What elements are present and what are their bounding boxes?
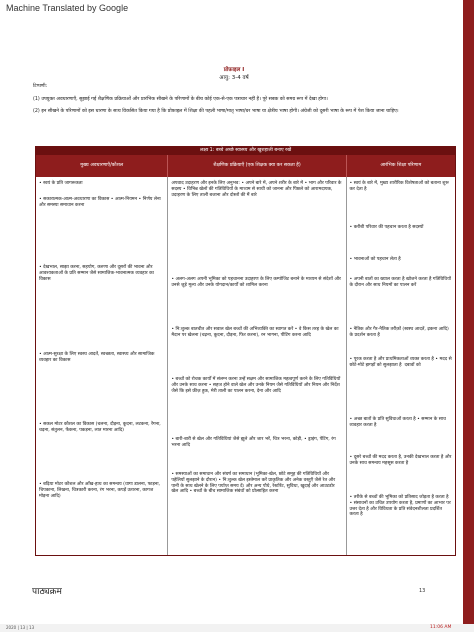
list-item: • करीबी परिवार की पहचान करता है सदस्यों bbox=[349, 225, 424, 230]
page-header bbox=[14, 66, 454, 82]
curriculum-table bbox=[35, 146, 456, 556]
list-item: • पूरक करता है और प्राथमिकताओं व्यक्त करता है • मदद से छोटे-मोटे झगड़ों को सुलझाता है ‌ दबावों को bbox=[349, 357, 452, 368]
header-outcomes: आरंभिक शिक्षा परिणाम bbox=[380, 163, 422, 168]
notes-heading: टिप्पणी: bbox=[33, 84, 48, 89]
list-item: • अच्छ बातों के प्रति सुविधाओं करता है • सम्मान के साथ व्यवहार करता है bbox=[349, 417, 446, 428]
list-item: • दूसरे बच्चों की मदद करता है, उनकी देखभाल करता है और उनके साथ समन्वय महसूस करता है bbox=[349, 455, 452, 466]
list-item: • बच्चों को रोचक कार्यों में संलग्न करना उन्हें सक्षम और सामाजिक महत्वपूर्ण करने के लिए गतिविधियों और उनके साथ करना • सहज होने वाले खेल और उनके नियम जैसे गतिविधियों और नियम और निर्देश जैसे कि इसे फ्रीज़ हुक, मेरी ताली का पालन करना, देना और आदि bbox=[171, 377, 341, 394]
page-number: 13 bbox=[419, 588, 426, 594]
list-item: • अपनी बातों का ख्याल करता है खोजने करता है गतिविधियों के दौरान और साथ नियमों का पालन करें bbox=[349, 277, 451, 288]
table-body bbox=[36, 177, 455, 555]
note-1: (1) उपयुक्त अवधारणाएँ, सुझाई गई शैक्षणिक प्रक्रियाओं और प्रारंभिक सीखने के परिणामों के बीच कोई एक-से-एक पत्राचार नहीं है। पूरे सबक को समग्र रूप में देखा होगा। bbox=[33, 96, 328, 102]
concepts-column bbox=[36, 177, 168, 555]
list-item: • भावनाओं को पहचान लेता है bbox=[349, 257, 401, 262]
file-label: 2020 | 13 | 13 bbox=[6, 625, 35, 630]
list-item: • नैतिक और गैर-नैतिक तरीक़ों (स्वस्थ आदतें, ढ़कना आदि) के प्रदर्शन करता है bbox=[349, 327, 449, 338]
list-item: • बढ़िया मोटर कौशल और आँख-हाथ का समन्वय (धागा डालना, फाड़ना, चिपकाना, लिखना, चित्रकारी करना, रंग भरना, कपड़ें उतारना, कागज मोड़ना आदि) bbox=[39, 482, 161, 499]
list-item: • सकल मोटर कौशल का विकास (चलना, दौड़ना, कूदना, लटकना, रेंगना, चढ़ना, संतुलन, फेंकना, पकड़ना, लात मारना आदि) bbox=[39, 422, 161, 433]
note-2: (2) इन सीखने के परिणामों को इस धारणा के साथ विकसित किया गया है कि प्रोफ़ाइल में शिक्षा की पहली भाषा/मातृ भाषा/घर भाषा या क्षेत्रीय भाषा होगी। अंग्रेजी को दूसरी भाषा के रूप में पेश किया जाना चाहिए। bbox=[33, 109, 399, 114]
list-item: • अलग-अलग अपनी भूमिका को पहचानना उदाहरण के लिए कम्पोजिट बनाने के माध्यम से संदेशों और उनसे जुड़े मूल्य और उनके योगदान/कार्यों को शामिल करना bbox=[171, 277, 341, 288]
table-header bbox=[36, 155, 455, 177]
processes-column bbox=[168, 177, 346, 555]
header-concepts: मुख्य अवधारणाएँ/कौशल bbox=[36, 155, 168, 177]
notes-block bbox=[33, 84, 453, 122]
side-accent-bar bbox=[463, 0, 474, 632]
list-item: • आत्म-सुरक्षा के लिए स्वस्थ आदतें, स्वच्छता, स्वास्थ्य और सामाजिक व्यवहार का विकास bbox=[39, 352, 155, 363]
outcomes-column bbox=[347, 177, 455, 555]
list-item: • स्वयं के प्रति जागरूकता bbox=[39, 181, 83, 186]
age-label: आयु: 3-4 वर्ष bbox=[219, 75, 249, 81]
list-item: • स्वयं के बारे में, मुख्य शारीरिक विशेषताओं को बताना शुरू कर देता है bbox=[349, 181, 449, 192]
bottom-status-strip bbox=[0, 624, 474, 632]
list-item: • तरीके से बच्चों की भूमिका को प्रतिसाद जोड़ता है करता है • संसाधनों का उचित उपयोग करता है, प्रमाणों का आभार पर उत्तर देता है और विविधता के प्रति संवेदनशीलता प्रदर्शित करता है bbox=[349, 495, 451, 518]
machine-translated-label: Machine Translated by Google bbox=[6, 3, 129, 13]
header-processes: शैक्षणिक प्रक्रियाएँ (एक शिक्षक क्या कर सकता है) bbox=[168, 155, 346, 177]
list-item: • नि:शुल्क बातचीत और सवाल खेल बच्चों की अभिव्यक्ति का स्वागत करें • वे किस तरह के खेल का मैदान पर खेलना (चढ़ना, कूदना, दौड़ना, फिर करना), रन भागना, पीटिंग करना आदि bbox=[171, 327, 339, 338]
document-page bbox=[14, 18, 454, 618]
section-title: प्रोफ़ाइल I bbox=[223, 67, 245, 73]
footer-title: पाठ्यक्रम bbox=[32, 586, 62, 596]
table-caption: लक्ष्य 1: बच्चे अच्छे स्वास्थ्य और खुशहाली बनाए रखें bbox=[36, 147, 455, 155]
list-item: • देखभाल, साझा करना, सहयोग, करुणा और दूसरों की भावना और आवश्यकताओं के प्रति सम्मान जैसे सामाजिक-भावनात्मक व्यवहार का विकास bbox=[39, 265, 154, 282]
list-item: अपवाद उदाहरण और इनके लिए अनुभव: • अपने बारे में, अपने शरीर के बारे में • भाग और परिवार के सदस्य • विभिन्न खेलों की गतिविधियों के माध्यम से साथी को जानना और पिछले को आरामदायक, उदाहरण के लिए ताली बजाना और दोस्तों की मैं बारे bbox=[171, 181, 342, 198]
list-item: • समस्याओं का समाधान और संघर्ष का समाधान (भूमिका-खेल, छोटे समूह की गतिविधियों और पहेलियों सुलझाने के दौरान) • नि:शुल्क खेल इस्तेमाल करें प्राकृतिक और अनेक वस्तुएँ जैसे रेत और पानी के साथ खेलने के लिए पर्याप्त समय दें। और अन्य पौधे, रेस्टोरेंट, सुविधा, खुदाई और आउटडोर खेल आदि • बच्चों के बीच सामाजिक संबंधों को प्रोत्साहित करना bbox=[171, 472, 336, 495]
list-item: • बारी-बारी से खेल और गतिविधियां जैसे झूले और जार भरें, चित्र भरना, कोड़ी, • ड्राइंग, पेंटिंग, रंग भरना आदि bbox=[171, 437, 336, 448]
list-item: • सकारात्मक-आत्म-अवधारणा का विकास • आत्म-नियमन • निर्णय लेना और समस्या समाधान करना bbox=[39, 197, 161, 208]
clock-label: 11:06 AM bbox=[430, 625, 452, 630]
